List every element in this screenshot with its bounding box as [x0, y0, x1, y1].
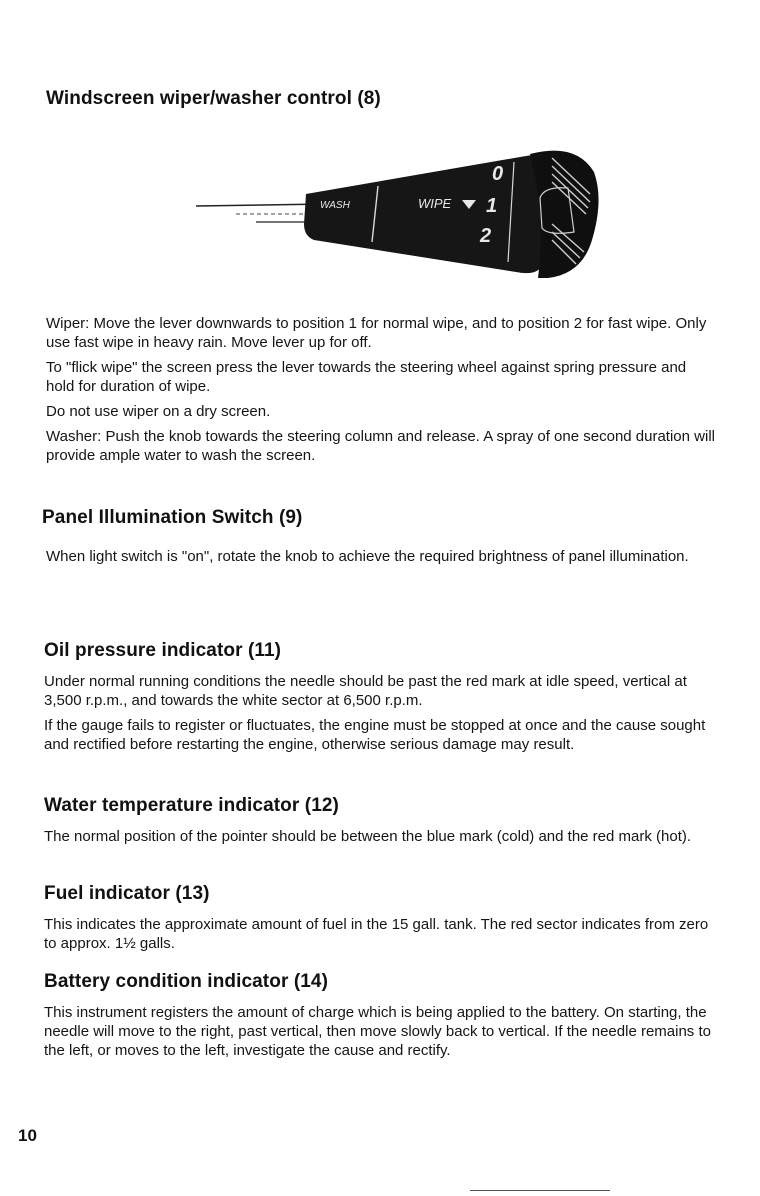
- section-panel: [42, 507, 712, 572]
- page-number: 10: [18, 1126, 37, 1145]
- wash-label: WASH: [320, 200, 350, 211]
- paragraph: The normal position of the pointer should be between the blue mark (cold) and the red mark (hot).: [44, 828, 692, 845]
- paragraph: Under normal running conditions the needle should be past the red mark at idle speed, vertical at 3,500 r.p.m., and towards the white sector at 6,500 r.p.m.: [44, 673, 687, 709]
- paragraph: Wiper: Move the lever downwards to position 1 for normal wipe, and to position 2 for fast wipe. Only use fast wipe in heavy rain. Move lever up for off.: [46, 315, 707, 351]
- wipe-label: WIPE: [418, 196, 452, 211]
- position-0-label: 0: [492, 163, 504, 185]
- paragraph: To "flick wipe" the screen press the lever towards the steering wheel against spring pressure and hold for duration of wipe.: [46, 359, 687, 395]
- paragraph: This indicates the approximate amount of fuel in the 15 gall. tank. The red sector indicates from zero to approx. 1½ galls.: [44, 916, 709, 952]
- paragraph: Do not use wiper on a dry screen.: [46, 403, 271, 420]
- section-water: [44, 795, 714, 852]
- section-oil: [44, 640, 714, 760]
- paragraph: Washer: Push the knob towards the steering column and release. A spray of one second duration will provide ample water to wash the screen.: [46, 428, 715, 464]
- section-title-water: Water temperature indicator (12): [44, 795, 339, 816]
- section-title-oil: Oil pressure indicator (11): [44, 640, 282, 661]
- section-title-panel: Panel Illumination Switch (9): [42, 507, 303, 528]
- section-title-battery: Battery condition indicator (14): [44, 971, 329, 992]
- position-2-label: 2: [480, 225, 492, 247]
- paragraph: When light switch is "on", rotate the knob to achieve the required brightness of panel illumination.: [46, 548, 689, 565]
- section-battery: [44, 971, 724, 1066]
- paragraph: This instrument registers the amount of charge which is being applied to the battery. On starting, the needle will move to the right, past vertical, then move slowly back to vertical. If the needle remains to the left, or moves to the left, investigate the cause and rectify.: [44, 1004, 711, 1059]
- position-1-label: 1: [486, 195, 498, 217]
- section-fuel: [44, 883, 714, 959]
- wiper-lever-drawing: [196, 128, 616, 280]
- paragraph: If the gauge fails to register or fluctuates, the engine must be stopped at once and the cause sought and rectified before restarting the engine, otherwise serious damage may result.: [44, 717, 706, 753]
- section-title-wiper: Windscreen wiper/washer control (8): [46, 88, 381, 109]
- section-title-fuel: Fuel indicator (13): [44, 883, 210, 904]
- footer-rule: [470, 1190, 610, 1191]
- section-wiper: [46, 88, 716, 120]
- section-wiper-body: [46, 314, 716, 471]
- wiper-lever-illustration: [196, 128, 616, 280]
